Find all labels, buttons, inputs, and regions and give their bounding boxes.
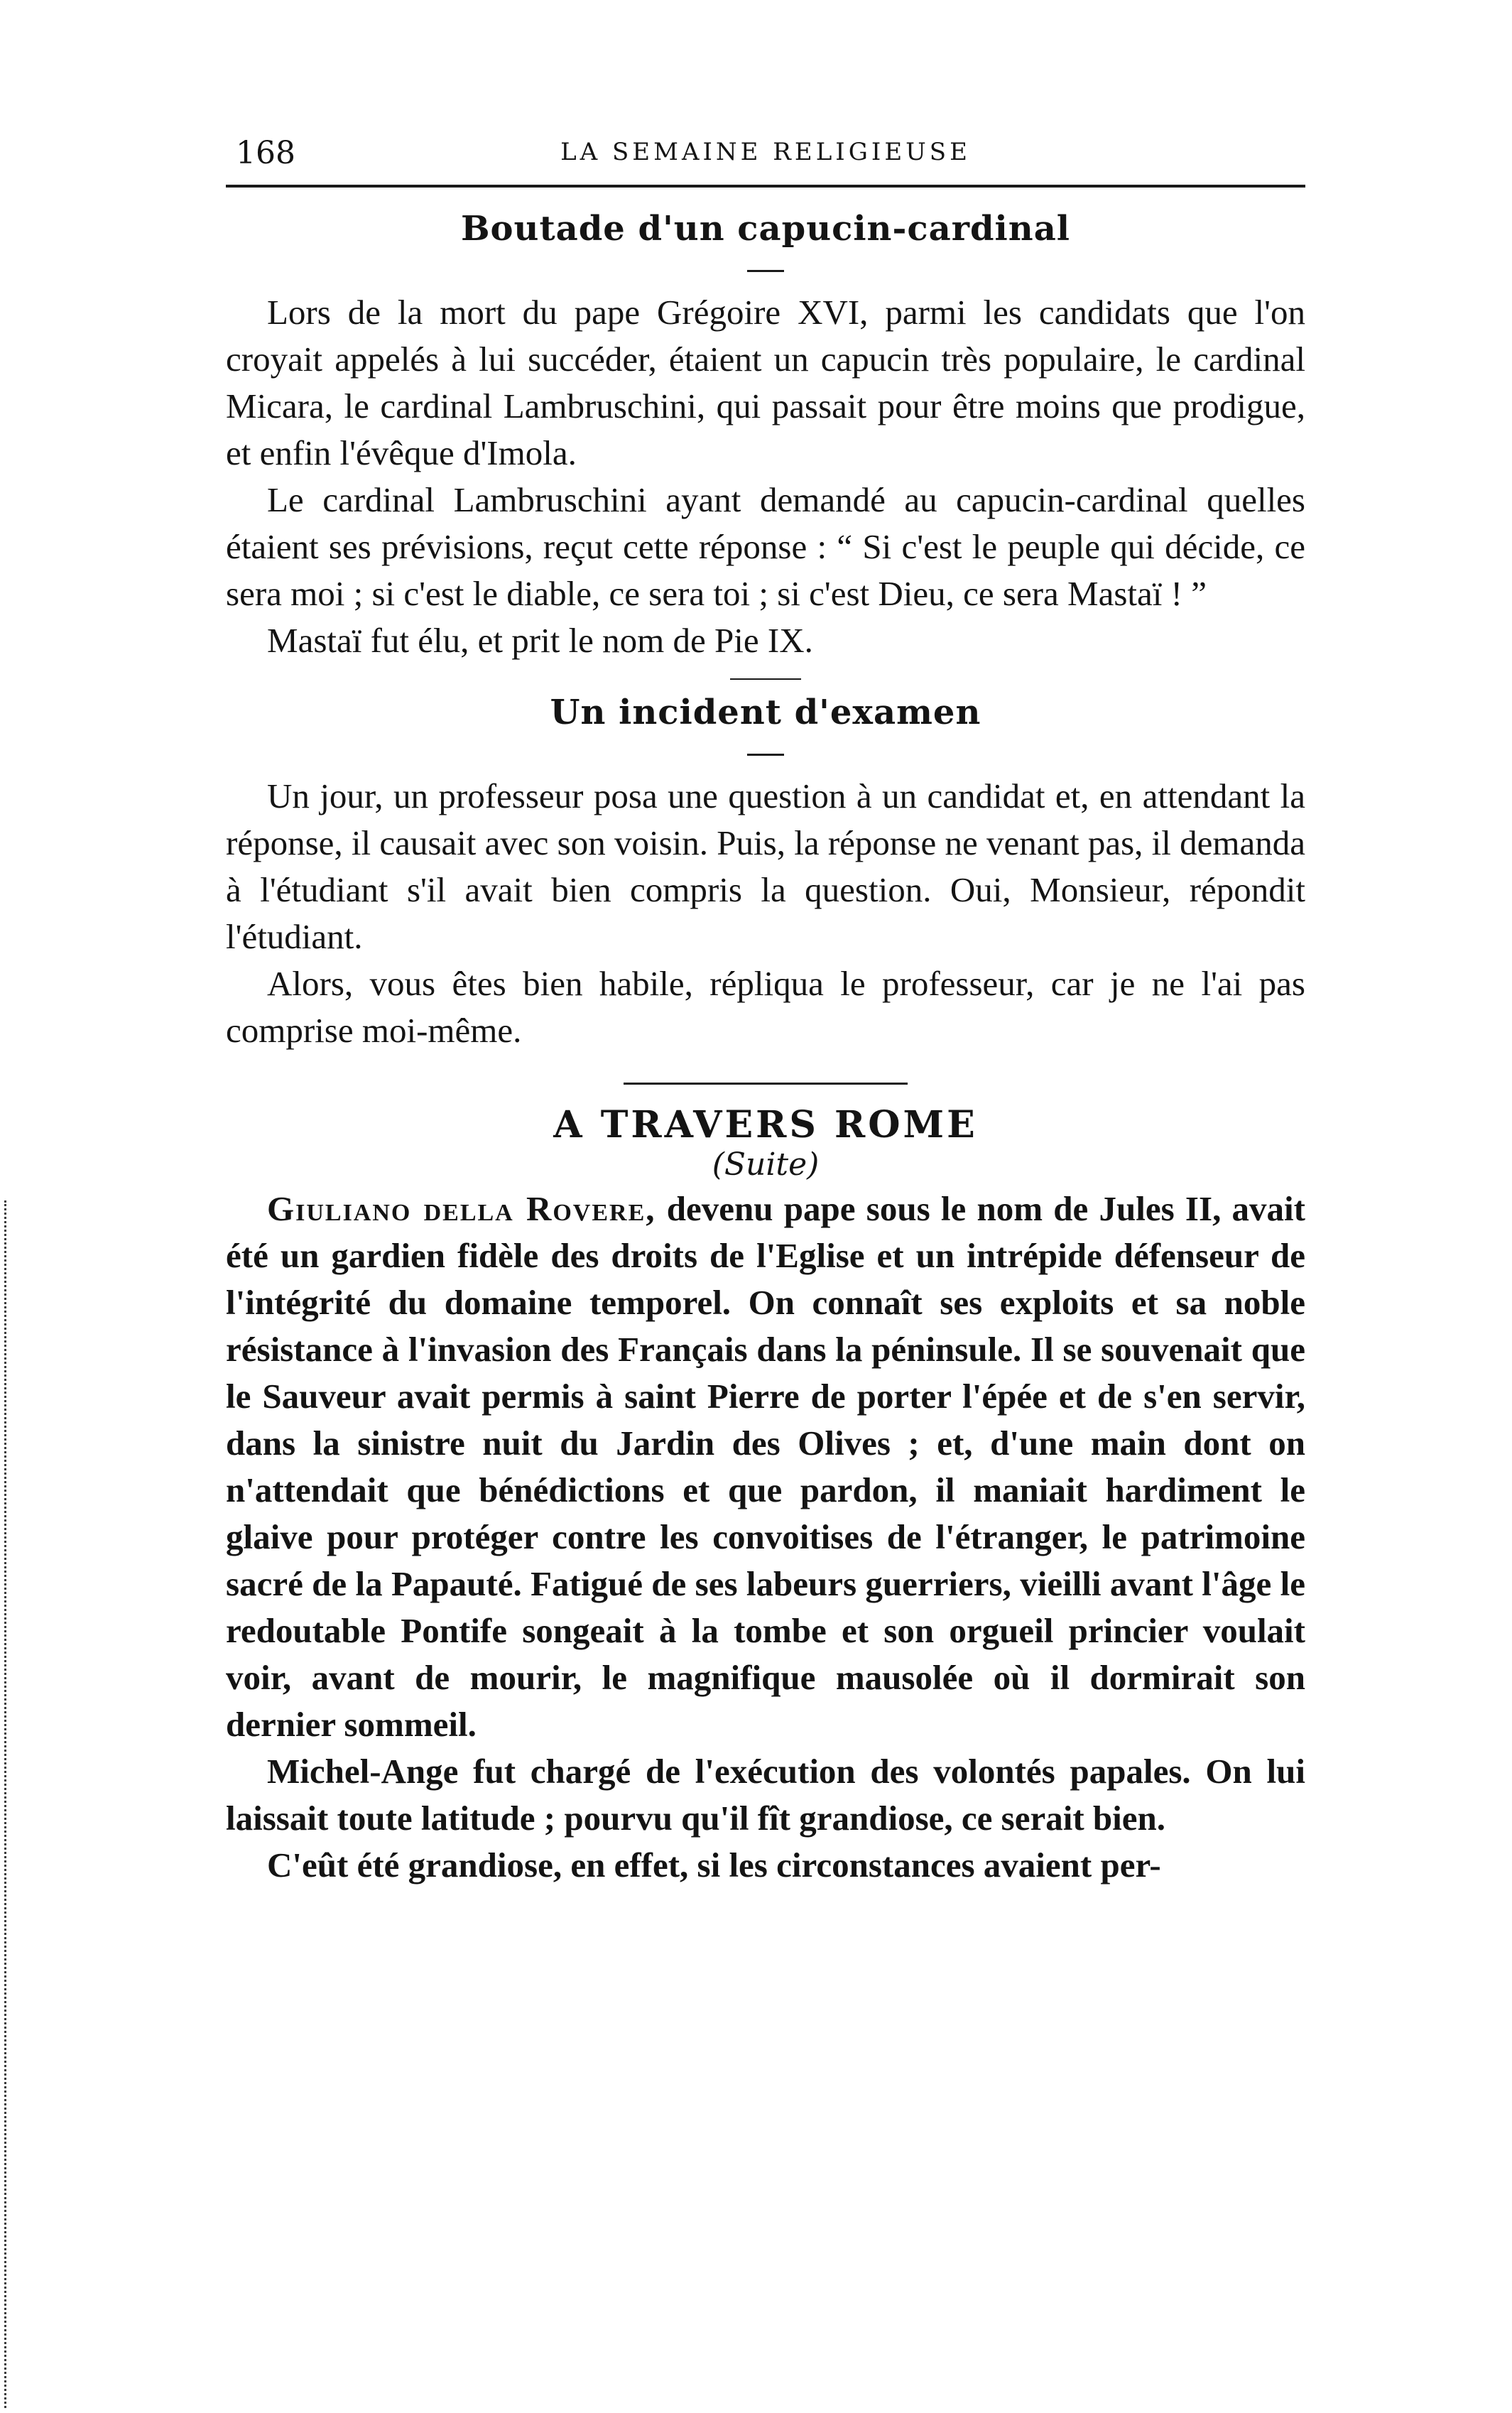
page-number: 168 bbox=[236, 135, 295, 171]
document-page bbox=[226, 128, 1305, 1889]
title-dash bbox=[747, 270, 784, 272]
section-divider bbox=[730, 678, 801, 680]
lead-name: Giuliano della Rovere, bbox=[267, 1189, 656, 1228]
header-rule bbox=[226, 185, 1305, 188]
section-divider bbox=[624, 1083, 908, 1085]
running-header bbox=[226, 128, 1305, 179]
margin-binding-mark bbox=[4, 1200, 9, 2408]
paragraph: Alors, vous êtes bien habile, répliqua le professeur, car je ne l'ai pas comprise moi-même. bbox=[226, 964, 1305, 1050]
title-dash bbox=[747, 754, 784, 756]
paragraph bbox=[226, 1186, 1305, 1748]
section-title: Un incident d'examen bbox=[550, 693, 981, 732]
running-title: LA SEMAINE RELIGIEUSE bbox=[560, 138, 971, 166]
section-boutade bbox=[226, 209, 1305, 664]
paragraph: Michel-Ange fut chargé de l'exécution des volontés papales. On lui laissait toute latitude ; pourvu qu'il fît grandiose, ce serait bien. bbox=[226, 1752, 1305, 1838]
section-title: Boutade d'un capucin-cardinal bbox=[460, 209, 1071, 249]
paragraph: Le cardinal Lambruschini ayant demandé au capucin-cardinal quelles étaient ses prévisions, reçut cette réponse : “ Si c'est le peuple qui décide, ce sera moi ; si c'est le diable, ce sera toi ; si c'est Dieu, ce sera Mastaï ! ” bbox=[226, 480, 1305, 613]
paragraph-body: devenu pape sous le nom de Jules II, avait été un gardien fidèle des droits de l'Eglise et un intrépide défenseur de l'intégrité du domaine temporel. On connaît ses exploits et sa noble résistance à l'invasion des Français dans la péninsule. Il se souvenait que le Sauveur avait permis à saint Pierre de porter l'épée et de s'en servir, dans la sinistre nuit du Jardin des Olives ; et, d'une main dont on n'attendait que bénédictions et que pardon, il maniait hardiment le glaive pour protéger contre les convoitises de l'étranger, le patrimoine sacré de la Papauté. Fatigué de ses labeurs guerriers, vieilli avant l'âge le redoutable Pontife songeait à la tombe et son orgueil princier voulait voir, avant de mourir, le magnifique mausolée où il dormirait son dernier sommeil. bbox=[226, 1189, 1305, 1744]
paragraph: Un jour, un professeur posa une question à un candidat et, en attendant la réponse, il causait avec son voisin. Puis, la réponse ne venant pas, il demanda à l'étudiant s'il avait bien compris la question. Oui, Monsieur, répondit l'étudiant. bbox=[226, 776, 1305, 956]
section-subtitle: (Suite) bbox=[712, 1146, 820, 1183]
section-a-travers-rome bbox=[226, 1083, 1305, 1889]
section-incident bbox=[226, 678, 1305, 1054]
paragraph: Lors de la mort du pape Grégoire XVI, parmi les candidats que l'on croyait appelés à lui succéder, étaient un capucin très populaire, le cardinal Micara, le cardinal Lambruschini, qui passait pour être moins que prodigue, et enfin l'évêque d'Imola. bbox=[226, 293, 1305, 472]
paragraph: Mastaï fut élu, et prit le nom de Pie IX. bbox=[267, 621, 813, 660]
paragraph: C'eût été grandiose, en effet, si les circonstances avaient per- bbox=[267, 1845, 1161, 1885]
section-title: A TRAVERS ROME bbox=[553, 1103, 978, 1146]
